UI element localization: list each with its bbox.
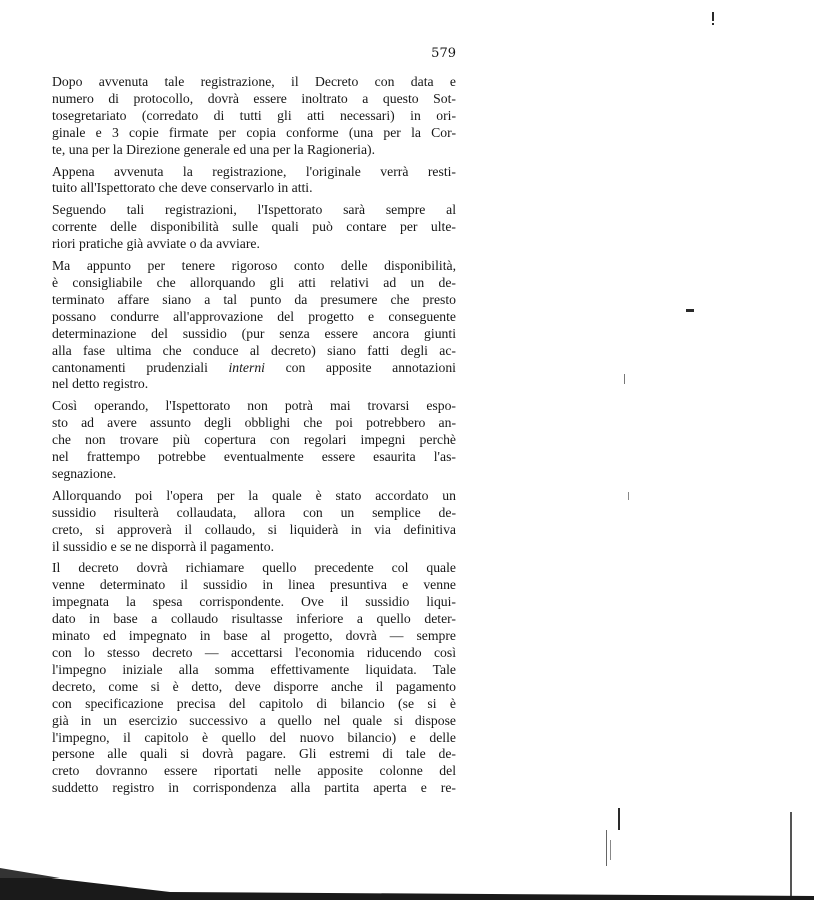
text-line: terminato affare siano a tal punto da presumere che presto [52,291,456,307]
text-line: Dopo avvenuta tale registrazione, il Decreto con data e [52,74,456,89]
text-line: suddetto registro in corrispondenza alla partita aperta e re- [52,780,456,796]
scan-speck [686,309,694,312]
text-line: Così operando, l'Ispettorato non potrà mai trovarsi espo- [52,398,456,414]
paragraph-5 [52,398,456,483]
text-line: Ma appunto per tenere rigoroso conto delle disponibilità, [52,258,456,274]
scan-speck [712,12,714,21]
scan-speck [628,492,629,500]
text-line: il sussidio e se ne disporrà il pagamento. [52,538,275,554]
scan-speck [610,840,611,860]
text-line: riori pratiche già avviate o da avviare. [52,236,260,252]
text-line: ginale e 3 copie firmate per copia conforme (una per la Cor- [52,124,456,140]
text-line: con lo stesso decreto — accettarsi l'economia riducendo così [52,645,456,660]
scan-edge-shadow [0,868,814,900]
text-line: persone alle quali si dovrà pagare. Gli estremi di tale de- [52,746,456,762]
scan-speck [712,23,714,25]
paragraph-3 [52,202,456,253]
text-line: già in un esercizio successivo a quello nel quale si dispose [52,712,456,728]
text-line: te, una per la Direzione generale ed una per la Ragioneria). [52,141,376,157]
text-line: corrente delle disponibilità sulle quali può contare per ulte- [52,219,456,235]
italic-word: interni [228,359,265,375]
text-line: con specificazione precisa del capitolo di bilancio (se si è [52,695,456,711]
text-line: nel detto registro. [52,376,149,392]
scan-speck [618,808,620,830]
text-line: dato in base a collaudo risultasse inferiore a quello deter- [52,611,456,627]
page-body [52,74,456,802]
text-line: Allorquando poi l'opera per la quale è stato accordato un [52,487,456,503]
paragraph-7 [52,560,456,797]
text-line: decreto, come si è detto, deve disporre anche il pagamento [52,678,456,694]
text-line: sto ad avere assunto degli obblighi che poi potrebbero an- [52,415,456,431]
text-line-with-italic: cantonamenti prudenziali interni con apposite annotazioni [52,359,456,375]
text-line: è consigliabile che allorquando gli atti relativi ad un de- [52,274,456,290]
text-line: tuito all'Ispettorato che deve conservarlo in atti. [52,180,313,196]
text-line: numero di protocollo, dovrà essere inoltrato a questo Sot- [52,90,456,106]
page-number: 579 [431,46,456,61]
paragraph-2 [52,164,456,198]
text-line: impegnata la spesa corrispondente. Ove il sussidio liqui- [52,594,456,610]
paragraph-1 [52,74,456,159]
paragraph-6 [52,488,456,556]
text-line: alla fase ultima che conduce al decreto) siano fatti degli ac- [52,342,456,358]
text-line: venne determinato il sussidio in linea presuntiva e venne [52,577,456,593]
paragraph-4 [52,258,456,393]
scan-speck [606,830,607,866]
text-line: minato ed impegnato in base al progetto, dovrà — sempre [52,628,456,644]
text-line: creto dovranno essere riportati nelle apposite colonne del [52,763,456,779]
text-line: determinazione del sussidio (pur senza essere ancora giunti [52,325,456,341]
text-line: Seguendo tali registrazioni, l'Ispettorato sarà sempre al [52,202,456,218]
scan-speck [624,374,625,384]
text-line: l'impegno iniziale alla somma effettivamente liquidata. Tale [52,661,456,677]
text-line: Il decreto dovrà richiamare quello precedente col quale [52,560,456,576]
text-line: tosegretariato (corredato di tutti gli atti necessari) in ori- [52,107,456,123]
text-line: sussidio risulterà collaudata, allora con un semplice de- [52,504,456,520]
text-line: Appena avvenuta la registrazione, l'originale verrà resti- [52,163,456,179]
text-line: segnazione. [52,465,117,481]
text-line: creto, si approverà il collaudo, si liquiderà in via definitiva [52,521,456,537]
text-line: l'impegno, il capitolo è quello del nuovo bilancio) e delle [52,729,456,745]
text-line: che non trovare più copertura con regolari impegni perchè [52,432,456,448]
text-line: nel frattempo potrebbe eventualmente essere esaurita l'as- [52,449,456,465]
text-line: possano condurre all'approvazione del progetto e conseguente [52,308,456,324]
